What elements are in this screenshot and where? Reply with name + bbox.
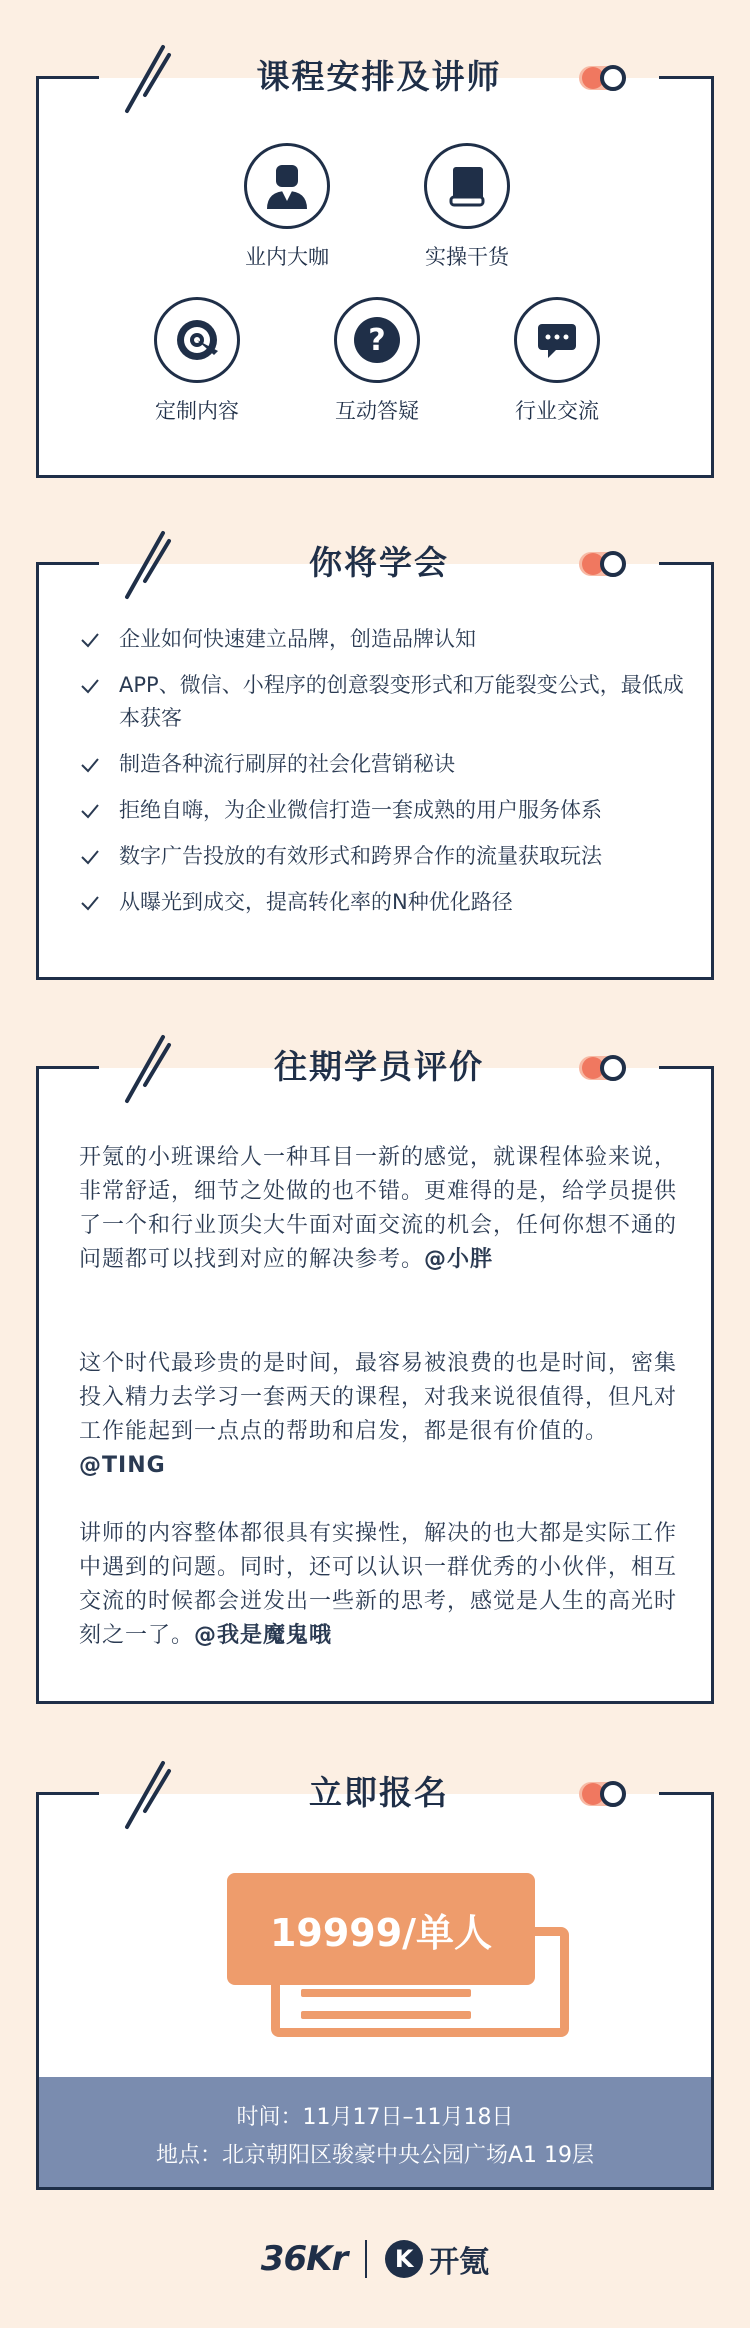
footer-divider — [365, 2240, 367, 2278]
event-time: 时间：11月17日–11月18日 — [236, 2105, 514, 2130]
event-location: 地点：北京朝阳区骏豪中央公园广场A1 19层 — [155, 2143, 595, 2168]
check-icon — [79, 800, 101, 822]
review-author: @TING — [79, 1453, 166, 1478]
svg-text:?: ? — [368, 323, 386, 358]
course-title: 课程安排及讲师 — [256, 57, 502, 96]
list-item: 从曝光到成交，提高转化率的N种优化路径 — [79, 886, 689, 919]
logo-36kr: 36Kr — [260, 2239, 348, 2279]
review-paragraph: 讲师的内容整体都很具有实操性，解决的也大都是实际工作中遇到的问题。同时，还可以认识一群优秀的小伙伴，相互交流的时候都会迸发出一些新的思考，感觉是人生的高光时刻之一了。@我是魔鬼哦 — [79, 1521, 678, 1648]
list-item: 数字广告投放的有效形式和跨界合作的流量获取玩法 — [79, 840, 689, 873]
feature-expert — [217, 143, 357, 271]
feature-custom — [127, 297, 267, 425]
toggle-decoration-icon — [579, 63, 631, 93]
expert-icon — [244, 143, 330, 229]
signup-title: 立即报名 — [309, 1773, 449, 1812]
kaike-logo-icon: K — [385, 2240, 423, 2278]
course-card — [36, 57, 714, 478]
learn-title: 你将学会 — [309, 543, 449, 582]
feature-label: 互动答疑 — [335, 399, 419, 423]
check-icon — [79, 629, 101, 651]
toggle-decoration-icon — [579, 549, 631, 579]
target-icon — [154, 297, 240, 383]
review-paragraph: 这个时代最珍贵的是时间，最容易被浪费的也是时间，密集投入精力去学习一套两天的课程，对我来说很值得，但凡对工作能起到一点点的帮助和启发，都是很有价值的。@TING — [79, 1351, 678, 1478]
list-item: APP、微信、小程序的创意裂变形式和万能裂变公式，最低成本获客 — [79, 669, 689, 735]
review-author: @小胖 — [424, 1247, 494, 1272]
feature-practice — [397, 143, 537, 271]
review-author: @我是魔鬼哦 — [194, 1623, 333, 1648]
learn-card-header — [99, 519, 659, 609]
feature-label: 业内大咖 — [245, 245, 329, 269]
reviews-title: 往期学员评价 — [274, 1047, 484, 1086]
price-tag[interactable]: 19999/单人 — [227, 1873, 535, 1985]
feature-label: 实操干货 — [425, 245, 509, 269]
chat-icon — [514, 297, 600, 383]
check-icon — [79, 892, 101, 914]
list-item: 制造各种流行刷屏的社会化营销秘诀 — [79, 748, 689, 781]
reviews-card-header — [99, 1023, 659, 1113]
feature-label: 行业交流 — [515, 399, 599, 423]
footer-brand — [0, 2234, 750, 2284]
logo-kaike: 开氪 — [429, 2245, 490, 2280]
feature-qa — [307, 297, 447, 425]
toggle-decoration-icon — [579, 1053, 631, 1083]
review-paragraph: 开氪的小班课给人一种耳目一新的感觉，就课程体验来说，非常舒适，细节之处做的也不错。更难得的是，给学员提供了一个和行业顶尖大牛面对面交流的机会，任何你想不通的问题都可以找到对应的解决参考。@小胖 — [79, 1145, 678, 1272]
book-icon — [424, 143, 510, 229]
reviews-card — [36, 1047, 714, 1704]
list-item: 拒绝自嗨，为企业微信打造一套成熟的用户服务体系 — [79, 794, 689, 827]
event-info-bar — [39, 2077, 711, 2187]
feature-label: 定制内容 — [155, 399, 239, 423]
course-card-header — [99, 33, 659, 123]
question-icon — [334, 297, 420, 383]
check-icon — [79, 754, 101, 776]
check-icon — [79, 675, 101, 697]
signup-card-header — [99, 1749, 659, 1839]
feature-network — [487, 297, 627, 425]
toggle-decoration-icon — [579, 1779, 631, 1809]
learn-card — [36, 543, 714, 980]
list-item: 企业如何快速建立品牌，创造品牌认知 — [79, 623, 689, 656]
check-icon — [79, 846, 101, 868]
signup-card — [36, 1773, 714, 2190]
learn-list — [79, 623, 689, 932]
